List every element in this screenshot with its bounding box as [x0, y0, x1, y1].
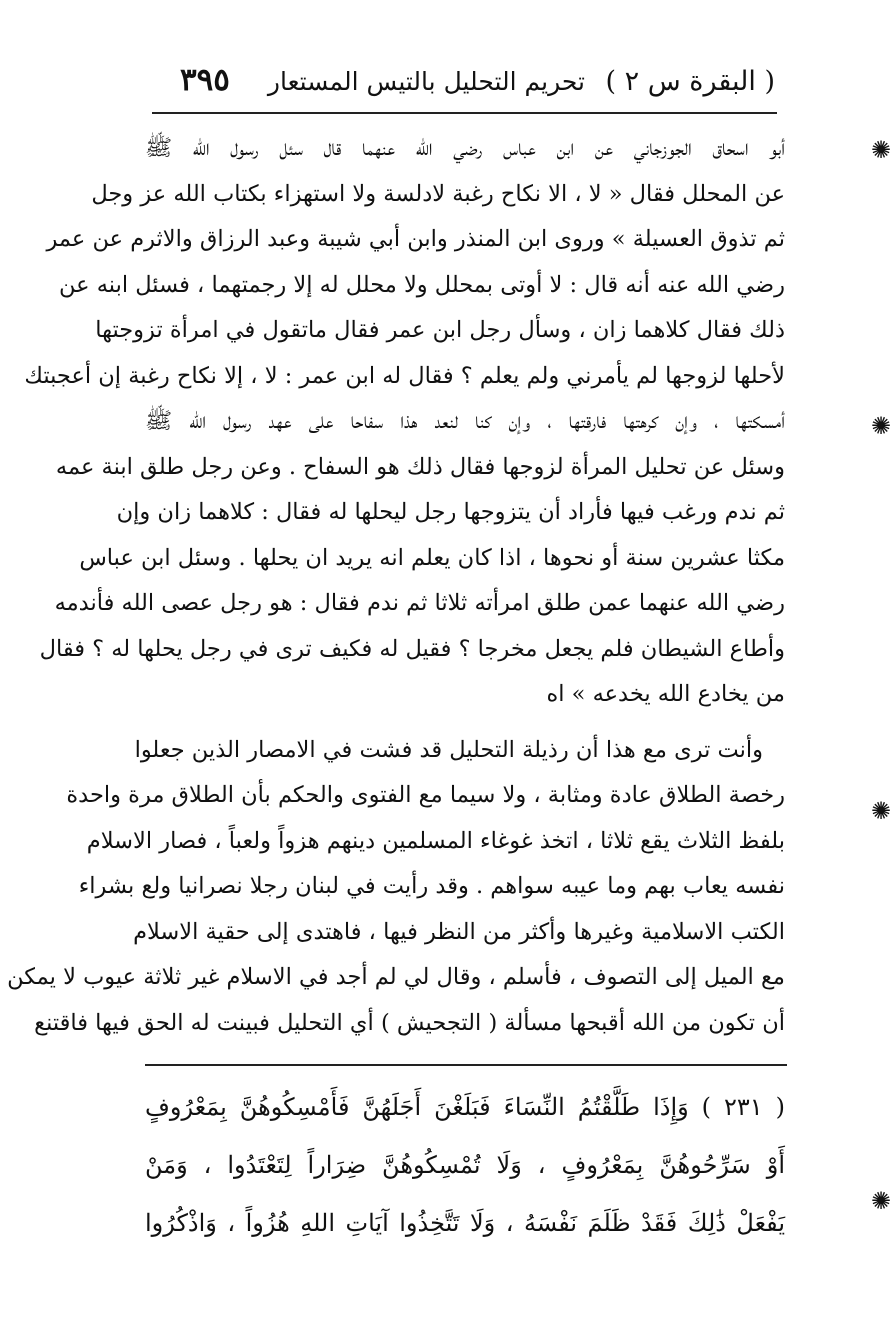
- text-line: عن المحلل فقال « لا ، الا نكاح رغبة لادلسة ولا استهزاء بكتاب الله عز وجل: [91, 180, 785, 207]
- verse-line: أَوْ سَرِّحُوهُنَّ بِمَعْرُوفٍ ، وَلَا تُمْسِكُوهُنَّ ضِرَاراً لِتَعْتَدُوا ، وَمَنْ: [145, 1151, 785, 1179]
- text-line: لأحلها لزوجها لم يأمرني ولم يعلم ؟ فقال له ابن عمر : لا ، إلا نكاح رغبة إن أعجبتك: [24, 362, 785, 389]
- text-line: أبو اسحاق الجوزجاني عن ابن عباس رضي الله عنهما قال سئل رسول الله ﷺ: [145, 135, 785, 161]
- text-line: بلفظ الثلاث يقع ثلاثا ، اتخذ غوغاء المسلمين دينهم هزواً ولعباً ، فصار الاسلام: [86, 827, 785, 854]
- paragraph-gap: [145, 718, 785, 728]
- text-line: رضي الله عنهما عمن طلق امرأته ثلاثا ثم ندم فقال : هو رجل عصى الله فأندمه: [54, 590, 785, 616]
- commentary-text: [7, 126, 785, 1046]
- text-line: أمسكتها ، وإن كرهتها فارقتها ، وإن كنا لنعد هذا سفاحا على عهد رسول الله ﷺ: [145, 408, 785, 434]
- header-rule: [152, 112, 777, 114]
- chapter-title: تحريم التحليل بالتيس المستعار: [267, 67, 585, 96]
- text-line: أن تكون من الله أقبحها مسألة ( التجحيش ) أي التحليل فبينت له الحق فيها فاقتنع: [34, 1009, 785, 1036]
- text-line: وأطاع الشيطان فلم يجعل مخرجا ؟ فقيل له فكيف ترى في رجل يحلها له ؟ فقال: [39, 635, 785, 662]
- text-line: الكتب الاسلامية وغيرها وأكثر من النظر فيها ، فاهتدى إلى حقية الاسلام: [133, 918, 785, 945]
- text-line: مع الميل إلى التصوف ، فأسلم ، وقال لي لم أجد في الاسلام غير ثلاثة عيوب لا يمكن: [7, 964, 785, 990]
- verse-line: ( ٢٣١ ) وَإِذَا طَلَّقْتُمُ النِّسَاءَ فَبَلَغْنَ أَجَلَهُنَّ فَأَمْسِكُوهُنَّ بِمَعْرُوفٍ: [145, 1093, 785, 1121]
- surah-reference: ( البقرة س ٢ ): [605, 66, 775, 97]
- flower-ornament-icon: ✺: [870, 797, 892, 825]
- flower-ornament-icon: ✺: [870, 136, 892, 164]
- flower-ornament-icon: ✺: [870, 412, 892, 440]
- page-number: ٣٩٥: [180, 62, 230, 98]
- text-line: ثم ندم ورغب فيها فأراد أن يتزوجها رجل ليحلها له فقال : كلاهما زان وإن: [116, 499, 785, 525]
- running-header: [150, 60, 775, 104]
- text-line: ذلك فقال كلاهما زان ، وسأل رجل ابن عمر فقال ماتقول في امرأة تزوجتها: [95, 317, 785, 343]
- text-line: وسئل عن تحليل المرأة لزوجها فقال ذلك هو السفاح . وعن رجل طلق ابنة عمه: [55, 453, 785, 480]
- verse-line: يَفْعَلْ ذَٰلِكَ فَقَدْ ظَلَمَ نَفْسَهُ ، وَلَا تَتَّخِذُوا آيَاتِ اللهِ هُزُواً ، وَاذْكُرُوا: [145, 1209, 785, 1237]
- text-line: ثم تذوق العسيلة » وروى ابن المنذر وابن أبي شيبة وعبد الرزاق والاثرم عن عمر: [46, 226, 785, 252]
- text-line: من يخادع الله يخدعه » اه: [546, 681, 785, 707]
- quran-verse-block: [145, 1078, 785, 1252]
- flower-ornament-icon: ✺: [870, 1187, 892, 1215]
- text-line: رخصة الطلاق عادة ومثابة ، ولا سيما مع الفتوى والحكم بأن الطلاق مرة واحدة: [66, 782, 785, 808]
- text-line: مكثا عشرين سنة أو نحوها ، اذا كان يعلم انه يريد ان يحلها . وسئل ابن عباس: [79, 544, 785, 571]
- section-rule: [145, 1064, 787, 1066]
- text-line: وأنت ترى مع هذا أن رذيلة التحليل قد فشت في الامصار الذين جعلوا: [134, 736, 763, 763]
- text-line: رضي الله عنه أنه قال : لا أوتى بمحلل ولا محلل له إلا رجمتهما ، فسئل ابنه عن: [59, 271, 785, 298]
- text-line: نفسه يعاب بهم وما عيبه سواهم . وقد رأيت في لبنان رجلا نصرانيا ولع بشراء: [78, 873, 785, 899]
